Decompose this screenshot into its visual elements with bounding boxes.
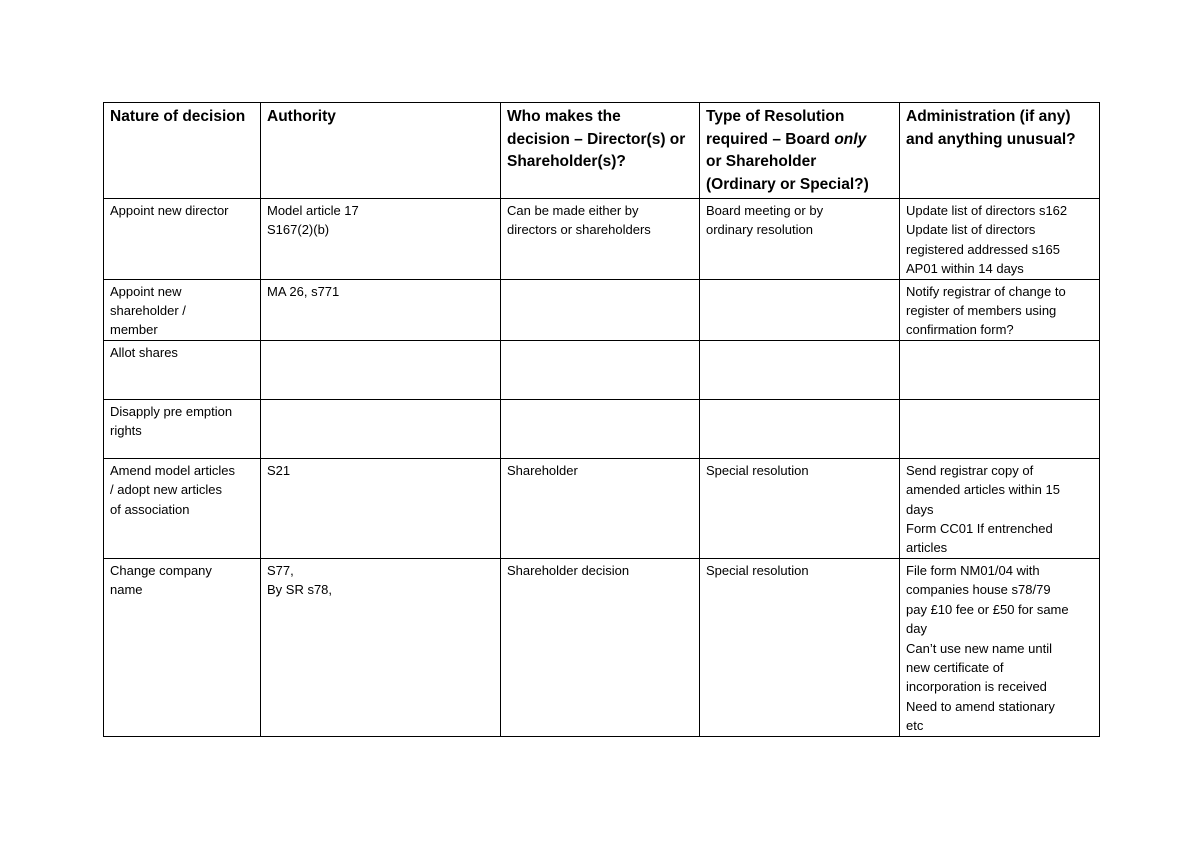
header-text-mixed: [706, 129, 893, 152]
cell-text: S167(2)(b): [267, 222, 330, 238]
cell-text: companies house s78/79: [906, 582, 1051, 598]
cell-who: [501, 279, 700, 340]
cell-admin: [900, 279, 1100, 340]
cell-text: S77,: [267, 562, 294, 578]
table-row: [104, 458, 1100, 558]
header-text: and anything unusual?: [906, 130, 1076, 148]
header-text: required – Board: [706, 130, 835, 148]
cell-text: Update list of directors: [906, 222, 1036, 238]
cell-type: [700, 399, 900, 458]
cell-text: Need to amend stationary: [906, 698, 1055, 714]
cell-text: directors or shareholders: [507, 222, 651, 238]
header-type: [700, 103, 900, 199]
cell-who: [501, 458, 700, 558]
cell-who: [501, 399, 700, 458]
cell-text: Board meeting or by: [706, 203, 824, 218]
header-text: Shareholder(s)?: [507, 153, 626, 170]
cell-text: articles: [906, 540, 948, 556]
cell-text: Model article 17: [267, 203, 359, 218]
cell-text: pay £10 fee or £50 for same: [906, 601, 1069, 617]
table-row: [104, 558, 1100, 736]
cell-authority: [261, 340, 501, 399]
table-row: [104, 199, 1100, 280]
cell-admin: [900, 340, 1100, 399]
cell-text: Send registrar copy of: [906, 462, 1034, 478]
cell-text: ordinary resolution: [706, 222, 813, 238]
cell-type: [700, 340, 900, 399]
cell-authority: [261, 279, 501, 340]
cell-text: MA 26, s771: [267, 283, 340, 299]
cell-type: [700, 279, 900, 340]
cell-authority: [261, 399, 501, 458]
cell-nature: [104, 458, 261, 558]
cell-text: Notify registrar of change to: [906, 283, 1066, 299]
cell-text: name: [110, 582, 143, 598]
cell-admin: [900, 199, 1100, 280]
cell-text: Can’t use new name until: [906, 640, 1052, 656]
cell-text: day: [906, 621, 927, 637]
cell-text: Allot shares: [110, 344, 178, 360]
cell-nature: [104, 199, 261, 280]
table-row: [104, 399, 1100, 458]
cell-admin: [900, 399, 1100, 458]
cell-nature: [104, 279, 261, 340]
header-text: Who makes the: [507, 108, 621, 125]
cell-who: [501, 558, 700, 736]
cell-text: / adopt new articles: [110, 482, 223, 498]
header-text: Nature of decision: [110, 108, 246, 125]
cell-text: By SR s78,: [267, 582, 333, 598]
cell-text: member: [110, 322, 158, 338]
header-text-italic: only: [834, 130, 867, 148]
cell-text: Shareholder: [507, 462, 578, 478]
cell-admin: [900, 458, 1100, 558]
cell-type: [700, 458, 900, 558]
cell-text: Special resolution: [706, 462, 809, 478]
cell-who: [501, 199, 700, 280]
cell-text: of association: [110, 501, 190, 517]
cell-nature: [104, 340, 261, 399]
cell-text: File form NM01/04 with: [906, 562, 1040, 578]
decisions-table: [103, 102, 1100, 737]
cell-text: Shareholder decision: [507, 562, 630, 578]
cell-text: Form CC01 If entrenched: [906, 521, 1053, 537]
cell-text: Update list of directors s162: [906, 203, 1068, 218]
cell-text: Amend model articles: [110, 462, 235, 478]
cell-who: [501, 340, 700, 399]
cell-text: new certificate of: [906, 659, 1004, 675]
cell-text: days: [906, 501, 934, 517]
table-row: [104, 279, 1100, 340]
table-row: [104, 340, 1100, 399]
cell-text: Special resolution: [706, 562, 809, 578]
header-text: Type of Resolution: [706, 108, 845, 125]
cell-text: Change company: [110, 562, 212, 578]
cell-nature: [104, 399, 261, 458]
header-who: [501, 103, 700, 199]
header-row: [104, 103, 1100, 199]
cell-authority: [261, 199, 501, 280]
cell-text: AP01 within 14 days: [906, 261, 1024, 277]
header-nature: [104, 103, 261, 199]
cell-text: shareholder /: [110, 303, 186, 319]
header-text: Authority: [267, 108, 336, 125]
cell-text: incorporation is received: [906, 679, 1047, 695]
cell-text: confirmation form?: [906, 322, 1014, 338]
header-authority: [261, 103, 501, 199]
cell-text: Disapply pre emption: [110, 403, 233, 419]
cell-nature: [104, 558, 261, 736]
header-text: decision – Director(s) or: [507, 130, 686, 148]
cell-text: registered addressed s165: [906, 241, 1060, 257]
cell-text: register of members using: [906, 303, 1057, 319]
cell-text: amended articles within 15: [906, 482, 1060, 498]
cell-text: Can be made either by: [507, 203, 639, 218]
header-text: (Ordinary or Special?): [706, 175, 869, 193]
header-text: or Shareholder: [706, 153, 817, 170]
cell-text: Appoint new director: [110, 203, 229, 218]
header-admin: [900, 103, 1100, 199]
cell-type: [700, 199, 900, 280]
cell-admin: [900, 558, 1100, 736]
cell-text: rights: [110, 423, 142, 439]
cell-authority: [261, 558, 501, 736]
cell-authority: [261, 458, 501, 558]
header-text: Administration (if any): [906, 108, 1071, 125]
cell-text: S21: [267, 462, 291, 478]
cell-type: [700, 558, 900, 736]
cell-text: Appoint new: [110, 283, 182, 299]
cell-text: etc: [906, 718, 924, 734]
